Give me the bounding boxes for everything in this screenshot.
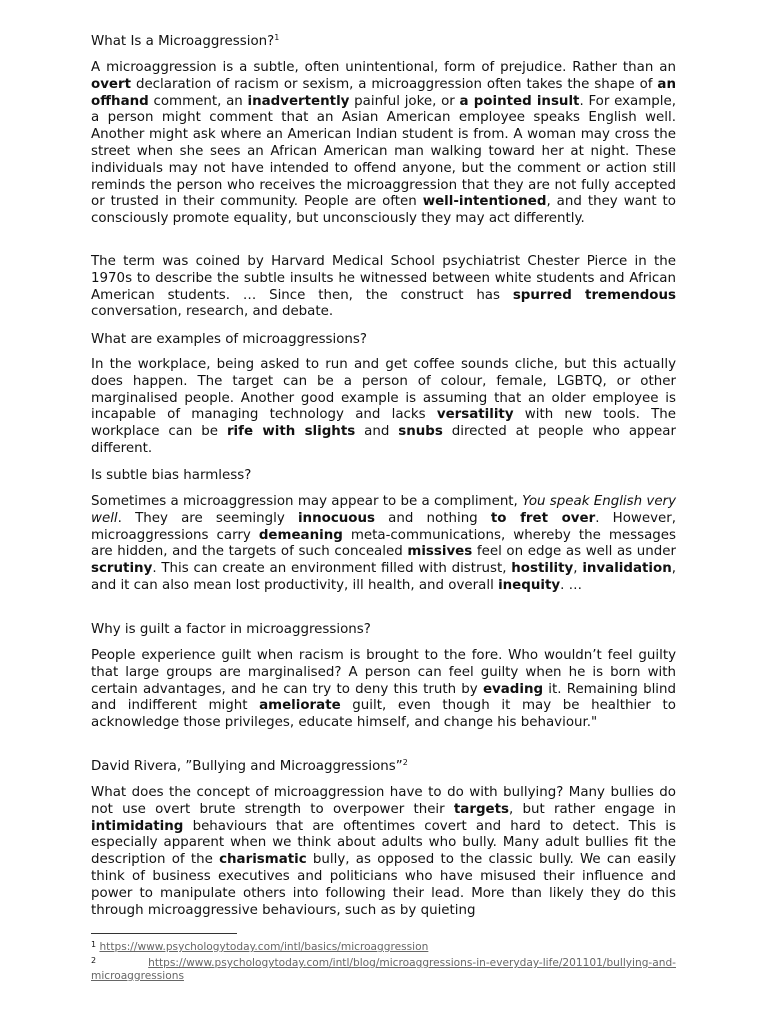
text-run: . They are seemingly	[117, 510, 298, 526]
text-run: ,	[573, 561, 583, 577]
footnote-1-link[interactable]: https://www.psychologytoday.com/intl/basics/microaggression	[99, 941, 429, 953]
section-heading-what-is: What Is a Microaggression?$^1$	[91, 33, 280, 49]
emphasis-term: spurred tremendous	[512, 287, 676, 303]
text-run: . …	[560, 577, 583, 593]
section-heading-rivera: David Rivera, ”Bullying and Microaggressions”$^2$	[91, 758, 408, 774]
paragraph-origin	[91, 254, 676, 321]
emphasis-term: scrutiny	[91, 561, 153, 577]
text-run: directed at people who appear different.	[91, 424, 677, 456]
text-run: guilt, even though it may be healthier to acknowledge those privileges, educate himself, and change his behaviour."	[91, 698, 676, 731]
emphasis-term: hostility	[511, 561, 574, 577]
footnote-2-link[interactable]: https://www.psychologytoday.com/intl/blog/microaggressions-in-everyday-life/201101/bullying-and-microaggressions	[91, 957, 676, 982]
text-run: , and they want to consciously promote equality, but unconsciously they may act differently.	[91, 194, 676, 227]
emphasis-term: snubs	[398, 424, 443, 440]
emphasis-term: missives	[407, 544, 473, 560]
emphasis-term: intimidating	[91, 818, 184, 834]
text-run: conversation, research, and debate.	[91, 304, 334, 320]
quoted-phrase: You speak English very well	[91, 494, 676, 526]
text-run: declaration of racism or sexism, a microaggression often takes the shape of	[131, 76, 658, 92]
emphasis-term: targets	[453, 801, 509, 817]
text-run: A microaggression is a subtle, often unintentional, form of prejudice. Rather than an	[91, 60, 676, 75]
text-run: The term was coined by Harvard Medical School psychiatrist Chester Pierce in the 1970s to describe the subtle insults he witnessed between white students and African American students. … Since then, the construct has	[91, 254, 676, 303]
section-heading-examples: What are examples of microaggressions?	[91, 332, 368, 347]
text-run: In the workplace, being asked to run and get coffee sounds cliche, but this actually does happen. The target can be a person of colour, female, LGBTQ, or other marginalised people. Another good example is assuming that an older employee is incapable of managing technology and lacks	[91, 357, 676, 423]
paragraph-bullying	[91, 785, 676, 919]
text-run: and nothing	[375, 510, 491, 526]
text-run: behaviours that are oftentimes covert and hard to detect. This is especially apparent when we think about adults who bully. Many adult bullies fit the description of the	[91, 818, 676, 868]
text-run: it. Remaining blind and indifferent might	[91, 681, 676, 714]
text-run: . However, microaggressions carry	[91, 510, 677, 543]
footnote-separator	[91, 933, 237, 934]
section-heading-guilt: Why is guilt a factor in microaggressions?	[91, 622, 371, 637]
section-heading-subtle-bias: Is subtle bias harmless?	[91, 468, 252, 483]
footnote-1: $^1$ https://www.psychologytoday.com/intl/basics/microaggression	[91, 940, 429, 953]
emphasis-term: inequity	[498, 577, 561, 593]
text-run: , and it can also mean lost productivity, ill health, and overall	[91, 561, 676, 593]
emphasis-term: charismatic	[219, 852, 307, 868]
emphasis-term: ameliorate	[259, 698, 341, 714]
text-run: . For example, a person might comment that an Asian American employee speaks English well. Another might ask where an American Indian student is from. A woman may cross the street when she sees an African American man walking toward her at night. These individuals may not have intended to offend anyone, but the comment or action still reminds the person who receives the microaggression that they are not fully accepted or trusted in their community. People are often	[91, 93, 676, 210]
emphasis-term: an offhand	[91, 76, 676, 109]
emphasis-term: versatility	[436, 407, 514, 423]
text-run: painful joke, or	[349, 93, 460, 109]
paragraph-workplace	[91, 357, 676, 458]
emphasis-term: rife with slights	[226, 424, 356, 440]
text-run: , but rather engage in	[509, 801, 676, 817]
emphasis-term: evading	[482, 681, 544, 697]
emphasis-term: invalidation	[582, 561, 672, 577]
text-run: with new tools. The workplace can be	[91, 407, 677, 440]
paragraph-harmless	[91, 494, 676, 595]
paragraph-definition	[91, 60, 676, 228]
emphasis-term: demeaning	[258, 527, 343, 543]
emphasis-term: to fret over	[490, 510, 596, 526]
text-run: feel on edge as well as under	[472, 544, 677, 560]
emphasis-term: inadvertently	[247, 93, 350, 109]
text-run: Sometimes a microaggression may appear to be a compliment,	[91, 494, 523, 509]
text-run: . This can create an environment filled with distrust,	[152, 561, 512, 577]
emphasis-term: innocuous	[297, 510, 375, 526]
text-run: What does the concept of microaggression have to do with bullying? Many bullies do not use overt brute strength to overpower their	[91, 785, 676, 817]
emphasis-term: a pointed insult	[459, 93, 580, 109]
text-run: meta-communications, whereby the messages are hidden, and the targets of such concealed	[91, 527, 676, 560]
paragraph-guilt	[91, 648, 676, 732]
text-run: People experience guilt when racism is brought to the fore. Who wouldn’t feel guilty that large groups are marginalised? A person can feel guilty when he is born with certain advantages, and he can try to deny this truth by	[91, 648, 676, 697]
footnote-2: $^2$ https://www.psychologytoday.com/intl/blog/microaggressions-in-everyday-life/201101/bullying-and-microaggressions	[91, 956, 676, 982]
text-run: bully, as opposed to the classic bully. We can easily think of business executives and politicians who have misused their influence and power to manipulate others into following their lead. More than likely they do this through microaggressive behaviours, such as by quieting	[91, 852, 676, 918]
text-run: comment, an	[148, 93, 248, 109]
text-run: and	[355, 424, 399, 440]
emphasis-term: well-intentioned	[422, 194, 547, 210]
emphasis-term: overt	[91, 76, 132, 92]
